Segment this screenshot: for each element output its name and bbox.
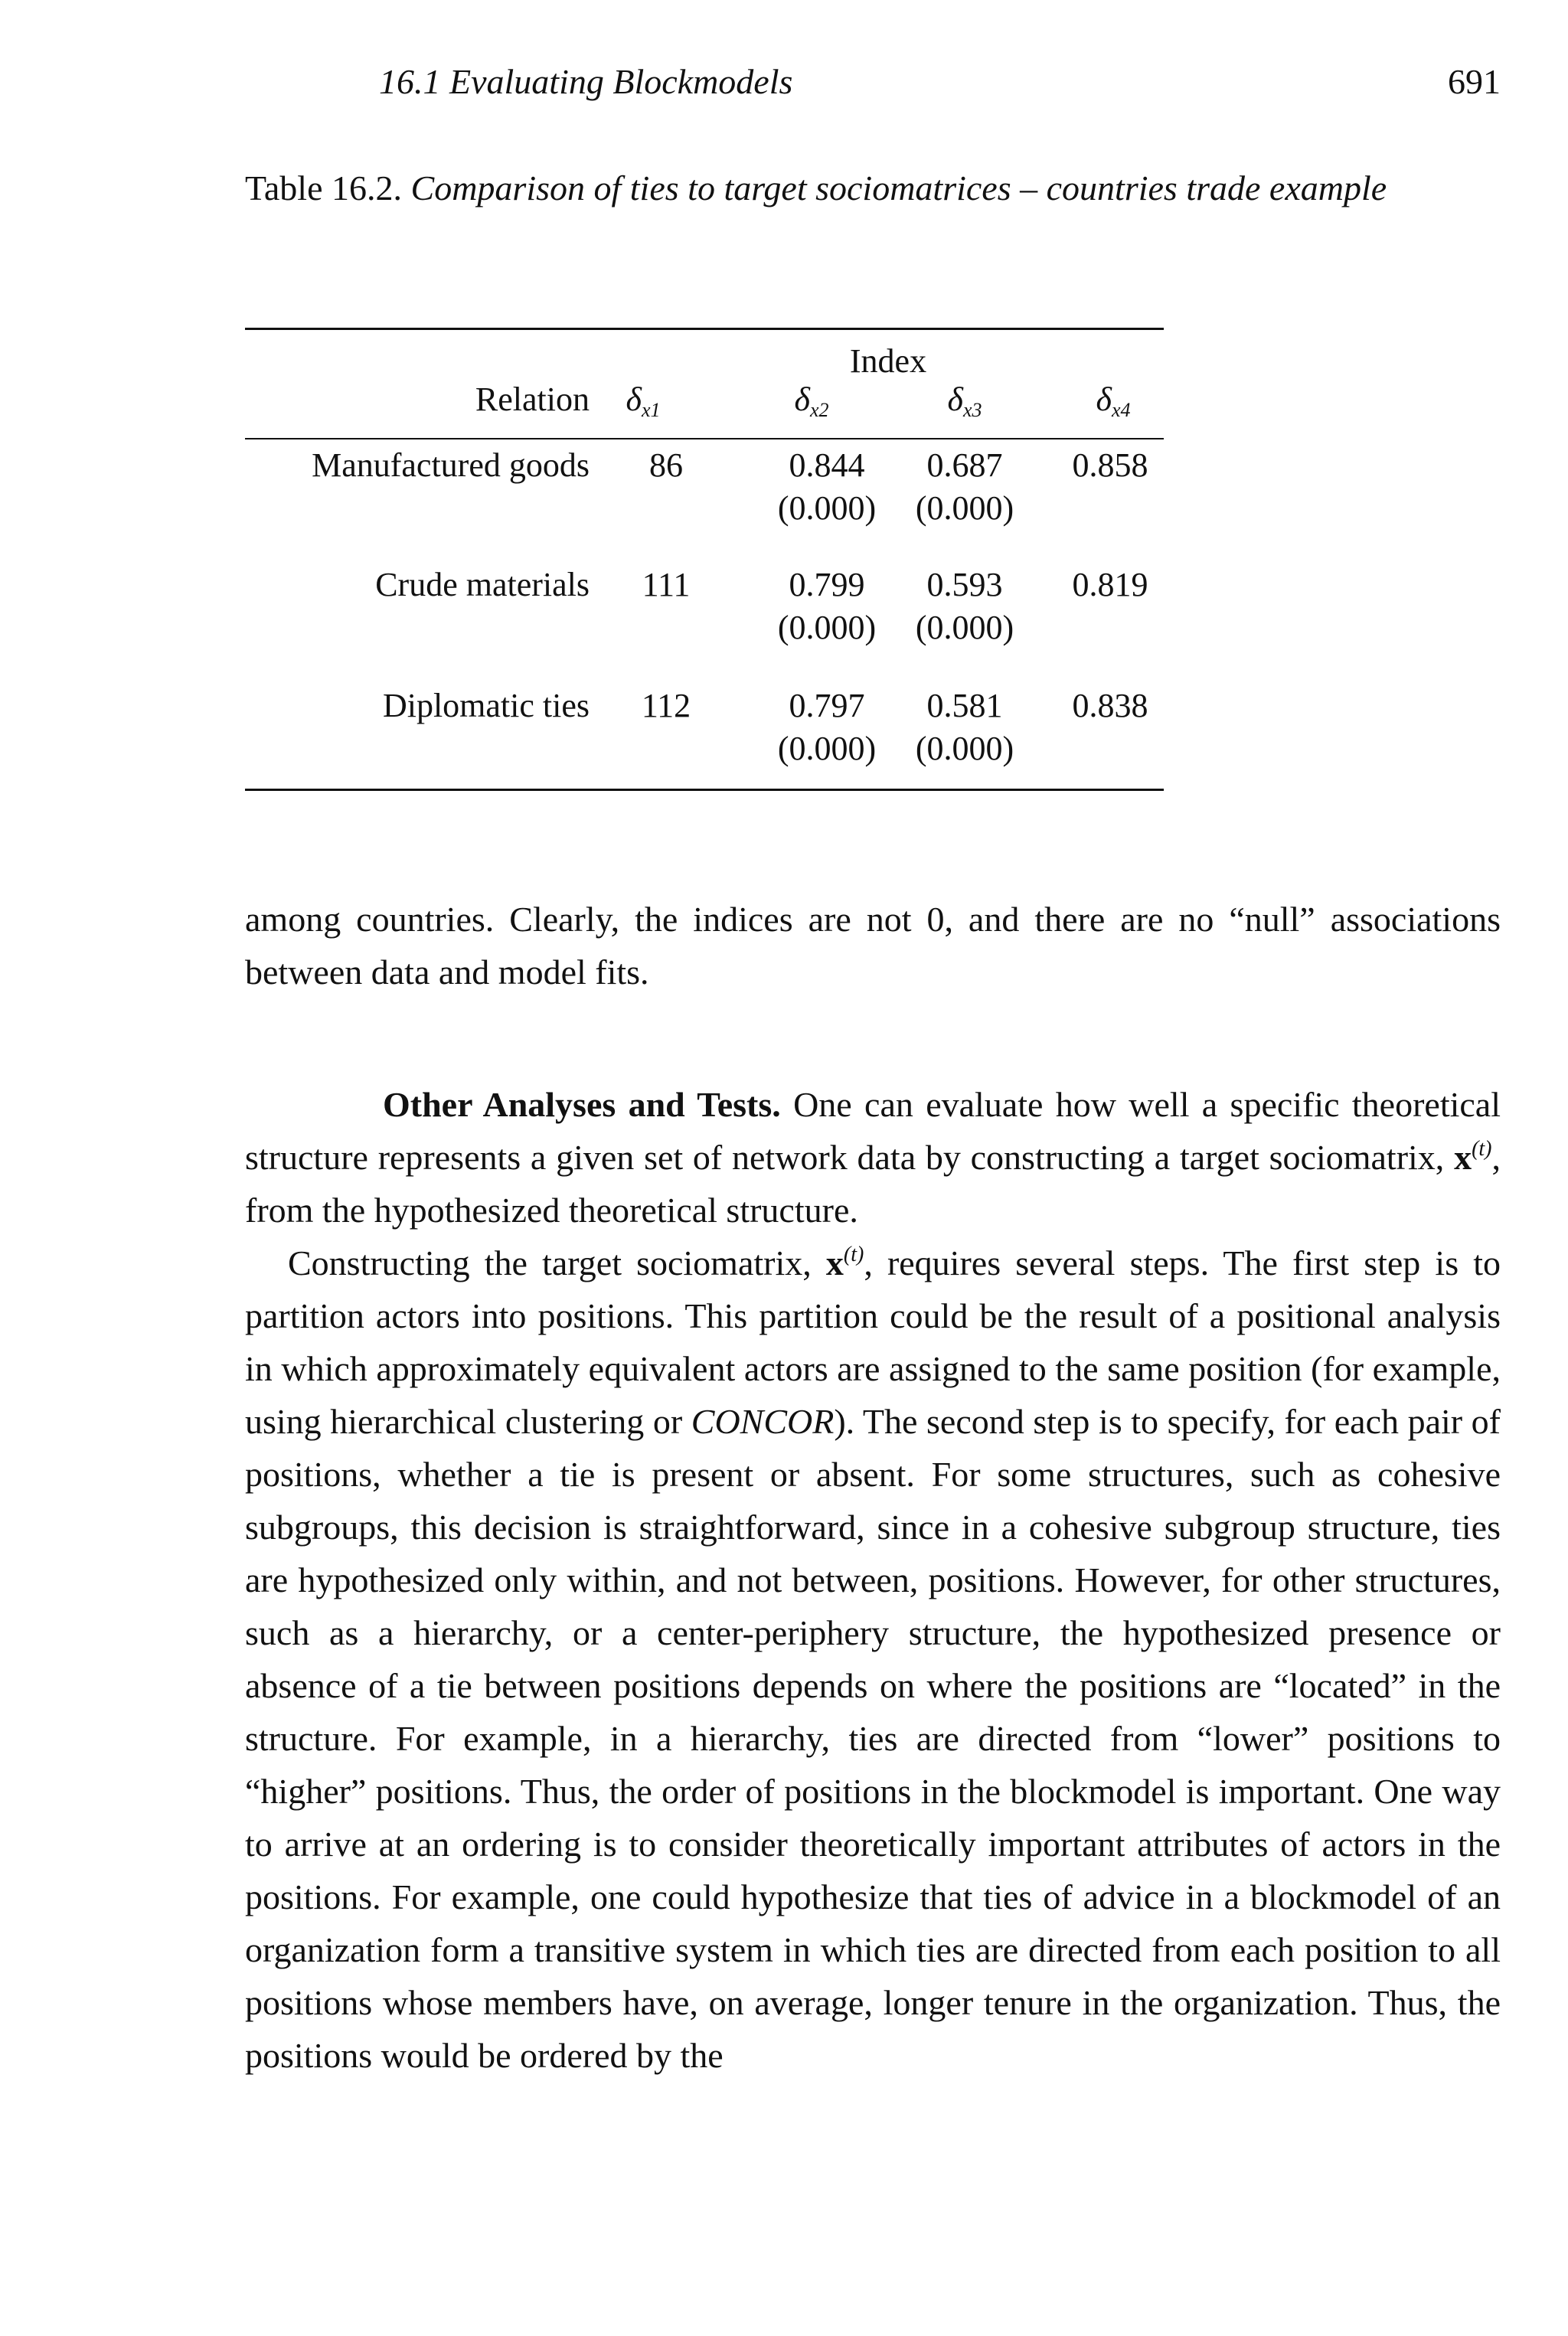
col-header-dx2: $\delta_{x2}$ xyxy=(794,381,829,421)
table-row-relation: Manufactured goods xyxy=(312,446,590,484)
table-cell-dx3: 0.593 xyxy=(926,566,1003,603)
table-cell-dx2-p: (0.000) xyxy=(777,609,877,646)
table-cell-dx2: 0.844 xyxy=(789,446,865,484)
xt-symbol: x xyxy=(825,1243,844,1282)
table-cell-dx2: 0.797 xyxy=(789,687,865,724)
table-cell-dx1: 111 xyxy=(642,566,691,603)
table-bottom-rule xyxy=(245,789,1164,791)
col-header-dx1: $\delta_{x1}$ xyxy=(626,381,661,421)
relation-header: Relation xyxy=(475,381,590,418)
paragraph-continuation xyxy=(245,893,1501,998)
paragraph-2: Other Analyses and Tests. One can evaluate how well a specific theoretical structure represents a given set of network data by constructing a target sociomatrix, $x^{(t)}$, from the hypothesized theoretical structure. xyxy=(245,1085,1501,1230)
table-cell-dx1: 86 xyxy=(649,446,683,484)
table-cell-dx3-p: (0.000) xyxy=(915,489,1014,527)
runin-heading: Other Analyses and Tests. xyxy=(383,1085,781,1124)
table-title: Comparison of ties to target sociomatrices – countries trade example xyxy=(410,168,1387,207)
table-cell-dx4: 0.838 xyxy=(1072,687,1148,724)
col-header-dx4: $\delta_{x4}$ xyxy=(1096,381,1131,421)
table-cell-dx1: 112 xyxy=(641,687,691,724)
section-other-analyses xyxy=(245,1078,1501,2082)
table-top-rule xyxy=(245,328,1164,330)
table-label: Table 16.2. xyxy=(245,168,403,207)
table-cell-dx2-p: (0.000) xyxy=(777,730,877,767)
xt-symbol: x xyxy=(1454,1138,1472,1177)
table-caption xyxy=(245,162,1501,214)
table-cell-dx3-p: (0.000) xyxy=(915,609,1014,646)
table-cell-dx3: 0.687 xyxy=(926,446,1003,484)
table-cell-dx3: 0.581 xyxy=(926,687,1003,724)
table-row-relation: Crude materials xyxy=(375,566,590,603)
table-cell-dx4: 0.858 xyxy=(1072,446,1148,484)
table-cell-dx2-p: (0.000) xyxy=(777,489,877,527)
table-row-relation: Diplomatic ties xyxy=(382,687,590,724)
table-header-rule xyxy=(245,438,1164,439)
paragraph-3: Constructing the target sociomatrix, $x^{(t)}$, requires several steps. The first step is to partition actors into positions. This partition could be the result of a positional analysis in which approximately equivalent actors are assigned to the same position (for example, using hierarchical clustering or CONCOR). The second step is to specify, for each pair of positions, whether a tie is present or absent. For some structures, such as cohesive subgroups, this decision is straightforward, since in a cohesive subgroup structure, ties are hypothesized only within, and not between, positions. However, for other structures, such as a hierarchy, or a center-periphery structure, the hypothesized presence or absence of a tie between positions depends on where the positions are “located” in the structure. For example, in a hierarchy, ties are directed from “lower” positions to “higher” positions. Thus, the order of positions in the blockmodel is important. One way to arrive at an ordering is to consider theoretically important attributes of actors in the positions. For example, one could hypothesize that ties of advice in a blockmodel of an organization form a transitive system in which ties are directed from each position to all positions whose members have, on average, longer tenure in the organization. Thus, the positions would be ordered by the xyxy=(245,1243,1501,2075)
running-head xyxy=(245,55,1501,109)
section-title: 16.1 Evaluating Blockmodels xyxy=(379,62,793,101)
table-cell-dx2: 0.799 xyxy=(789,566,865,603)
index-header: Index xyxy=(849,342,927,380)
col-header-dx3: $\delta_{x3}$ xyxy=(947,381,982,421)
concor-term: CONCOR xyxy=(691,1402,835,1441)
paragraph-1: among countries. Clearly, the indices are not 0, and there are no “null” associations between data and model fits. xyxy=(245,900,1501,992)
page-number: 691 xyxy=(1448,62,1501,101)
table-cell-dx3-p: (0.000) xyxy=(915,730,1014,767)
table-cell-dx4: 0.819 xyxy=(1072,566,1148,603)
